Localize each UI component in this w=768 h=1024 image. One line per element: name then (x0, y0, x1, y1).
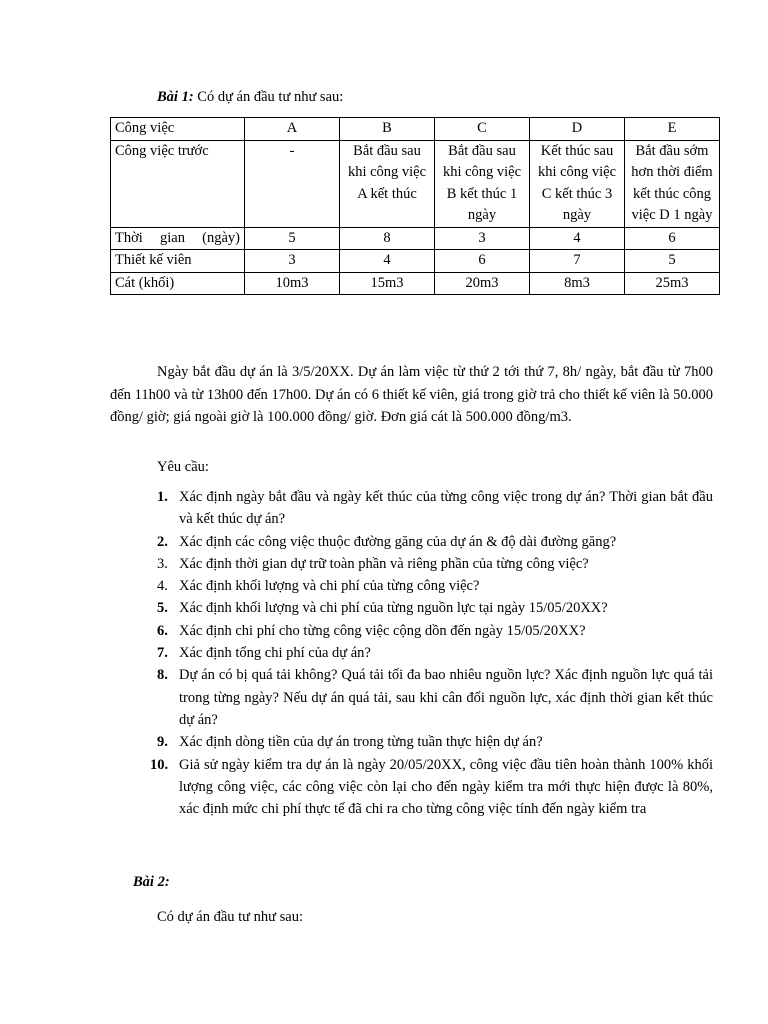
requirements-list (110, 486, 713, 820)
table-cell: A (245, 118, 340, 141)
list-item (110, 620, 713, 642)
item-number: 6. (157, 622, 168, 639)
table-row-sand (111, 272, 720, 295)
requirements-title: Yêu cầu: (157, 459, 209, 475)
item-text: Dự án có bị quá tải không? Quá tải tối đa bao nhiêu nguồn lực? Xác định nguồn lực quá tải trong từng ngày? Nếu dự án quá tải, sau khi cân đối nguồn lực, xác định thời gian kết thúc dự án? (179, 667, 713, 728)
table-cell: C (435, 118, 530, 141)
table-cell: B (340, 118, 435, 141)
table-cell: E (625, 118, 720, 141)
table-row-predecessor (111, 140, 720, 227)
list-item (110, 575, 713, 597)
item-text: Xác định thời gian dự trữ toàn phần và riêng phần của từng công việc? (179, 555, 589, 572)
table-cell: 15m3 (340, 272, 435, 295)
table-cell: Bắt đầu sớm hơn thời điểm kết thúc công việc D 1 ngày (625, 140, 720, 227)
item-text: Giả sử ngày kiểm tra dự án là ngày 20/05/20XX, công việc đầu tiên hoàn thành 100% khối lượng công việc, các công việc còn lại cho đến ngày kiểm tra mới thực hiện được là 80%, xác định mức chi phí thực tế đã chi ra cho từng công việc tính đến ngày kiểm tra (179, 756, 713, 818)
item-text: Xác định khối lượng và chi phí của từng nguồn lực tại ngày 15/05/20XX? (179, 600, 608, 617)
table-cell: 5 (245, 227, 340, 250)
table-cell: 6 (625, 227, 720, 250)
task-table (110, 117, 720, 295)
list-item (110, 597, 713, 619)
item-number: 10. (150, 756, 169, 773)
item-text: Xác định khối lượng và chi phí của từng công việc? (179, 578, 480, 595)
table-cell: Bắt đầu sau khi công việc B kết thúc 1 ngày (435, 140, 530, 227)
list-item (110, 553, 713, 575)
table-cell: 6 (435, 250, 530, 273)
table-cell: 3 (435, 227, 530, 250)
list-item (110, 642, 713, 664)
item-text: Xác định các công việc thuộc đường găng của dự án & độ dài đường găng? (179, 533, 617, 550)
table-cell: Thời gian (ngày) (111, 227, 245, 250)
table-cell: Công việc (111, 118, 245, 141)
table-cell: 7 (530, 250, 625, 273)
list-item (110, 664, 713, 731)
table-cell: D (530, 118, 625, 141)
item-number: 3. (157, 555, 168, 572)
table-row-designers (111, 250, 720, 273)
table-cell: Thiết kế viên (111, 250, 245, 273)
item-text: Xác định tổng chi phí của dự án? (179, 645, 371, 662)
table-cell: 8 (340, 227, 435, 250)
exercise-2-intro: Có dự án đầu tư như sau: (157, 909, 304, 925)
list-item (110, 754, 713, 821)
table-cell: 3 (245, 250, 340, 273)
item-number: 2. (157, 533, 168, 550)
list-item (110, 731, 713, 753)
table-row-header (111, 118, 720, 141)
table-cell: - (245, 140, 340, 227)
table-cell: Bắt đầu sau khi công việc A kết thúc (340, 140, 435, 227)
item-number: 9. (157, 734, 168, 751)
item-number: 1. (157, 489, 168, 505)
item-number: 5. (157, 600, 168, 617)
table-cell: 20m3 (435, 272, 530, 295)
exercise-1-intro: Có dự án đầu tư như sau: (197, 89, 344, 105)
item-number: 7. (157, 645, 168, 662)
list-item (110, 531, 713, 553)
table-cell: 25m3 (625, 272, 720, 295)
table-cell: Cát (khối) (111, 272, 245, 295)
item-text: Xác định chi phí cho từng công việc cộng dồn đến ngày 15/05/20XX? (179, 622, 586, 639)
table-cell: 10m3 (245, 272, 340, 295)
item-number: 8. (157, 667, 168, 684)
table-row-duration (111, 227, 720, 250)
table-cell: Công việc trước (111, 140, 245, 227)
exercise-2-label: Bài 2: (133, 874, 170, 890)
exercise-1-heading (157, 86, 343, 108)
exercise-1-label: Bài 1: (157, 89, 194, 105)
table-cell: 5 (625, 250, 720, 273)
project-description: Ngày bắt đầu dự án là 3/5/20XX. Dự án làm việc từ thứ 2 tới thứ 7, 8h/ ngày, bắt đầu từ 7h00 đến 11h00 và từ 13h00 đến 17h00. Dự án có 6 thiết kế viên, giá trong giờ trả cho thiết kế viên là 50.000 đồng/ giờ; giá ngoài giờ là 100.000 đồng/ giờ. Đơn giá cát là 500.000 đồng/m3. (110, 364, 713, 425)
table-cell: 8m3 (530, 272, 625, 295)
item-text: Xác định dòng tiền của dự án trong từng tuần thực hiện dự án? (179, 734, 543, 751)
table-cell: Kết thúc sau khi công việc C kết thúc 3 ngày (530, 140, 625, 227)
list-item (110, 486, 713, 531)
item-text: Xác định ngày bắt đầu và ngày kết thúc của từng công việc trong dự án? Thời gian bắt đầu và kết thúc dự án? (179, 489, 713, 528)
table-cell: 4 (340, 250, 435, 273)
item-number: 4. (157, 578, 168, 595)
table-cell: 4 (530, 227, 625, 250)
